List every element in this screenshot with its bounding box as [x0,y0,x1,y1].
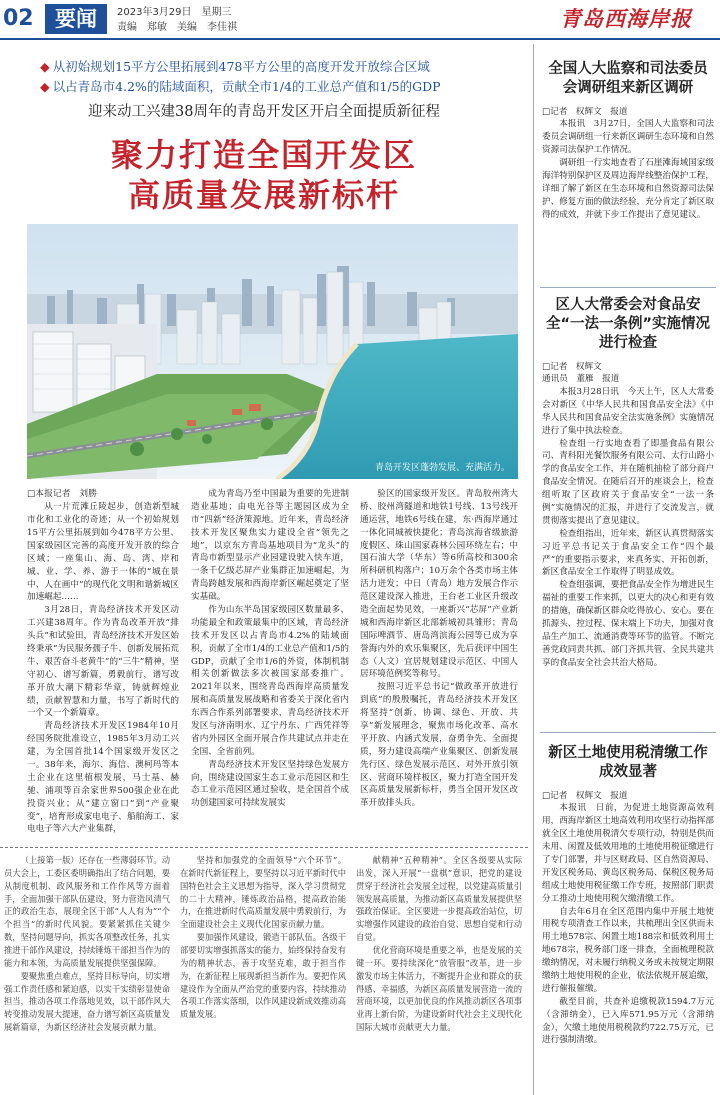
sidebar-article-2 [542,296,714,670]
paragraph: 要加强作风建设，锻造干部队伍。各级干部要切实增强抓落实的能力，始终保持奋发有为的精神状态，善于攻坚克难，敢于担当作为，在新征程上展现新担当新作为。要把作风建设作为全面从严治党的重要内容，持续推动各项工作落实落细，以作风建设新成效推动高质量发展。 [180,932,346,1020]
sidebar-news [533,44,720,1095]
subheadline: 迎来动工兴建38周年的青岛开发区开启全面提质新征程 [88,104,440,120]
newspaper-logo: 青岛西海岸报 [560,6,692,31]
paragraph: 要聚焦重点难点，坚持目标导向，切实增强工作责任感和紧迫感，以实干实绩彰显使命担当，推动各项工作落地见效，以干部作风大转变推动发展大提速，奋力谱写新区高质量发展新篇章，为新区经济社会发展贡献力量。 [4,970,170,1033]
sidebar-article-byline: □记者 权辉文 报道 [542,790,628,801]
paragraph: 作为山东半岛国家级园区数量最多、功能最全和政策最集中的区域，青岛经济技术开发区以占青岛市4.2%的陆域面积，贡献了全市1/4的工业总产值和1/5的GDP，贡献了全市1/6的外资，体制机制相关创新做法多次被国家部委推广。2021年以来，围绕青岛西海岸高质量发展和高质量发展战略和省委关于深化省内东西合作系列部署要求，青岛经济技术开发区与济南明水、辽宁丹东、广西凭祥等省内外园区全面开展合作共建试点并走在全国、全省前列。 [191,605,349,757]
paragraph: 检查组强调，要把食品安全作为增进民生福祉的重要工作来抓，以更大的决心和更有效的措施，确保新区群众吃得放心、安心。要在抓源头、控过程、保末端上下功夫，加强对食品生产加工、流通消费等环节的监管。不断完善党政同责共抓、部门齐抓共管、全民共建共享的食品安全社会共治大格局。 [542,580,714,668]
paragraph: 青岛经济技术开发区坚持绿色发展方向，围绕建设国家生态工业示范园区和生态工业示范园区通过验收，是全国首个成功创建国家可持续发展实 [191,759,349,809]
paragraph: 自去年6月在全区范围内集中开展土地使用税专项清查工作以来，共梳理出全区供而未用土地578宗、闲置土地188宗和低效利用土地678宗，税务部门逐一排查，全面梳理税款缴纳情况，对未履行纳税义务或未按规定期限缴纳土地使用税的企业，依法依规开展追缴，进行催报催缴。 [542,906,714,994]
sidebar-article-3 [542,744,714,1047]
paragraph: 成为青岛乃至中国最为重要的先进制造业基地；由电光谷等主题园区成为全市“四新”经济策源地。近年来，青岛经济技术开发区聚焦实力建设全省“领先之地”，以京东方青岛基地项目为“龙头”的青岛市新型显示产业园建设驶入快车道，一条千亿级芯屏产业集群正加速崛起，为青岛跨越发展和西海岸新区崛起奠定了坚实基础。 [191,489,349,603]
paragraph: 调研组一行实地查看了石崖滩海域国家级海洋特别保护区及周边海岸线整治保护工程，详细了解了新区在生态环境和自然资源司法保护、修复方面的做法经验，充分肯定了新区取得的成效，并就下步工作提出了意见建议。 [542,158,714,220]
lead-bullet-1: ◆ 从初始规划15平方公里拓展到478平方公里的高度开发开放综合区域 [40,59,430,74]
editors-line: 责编 郑敏 美编 李佳祺 [117,22,237,33]
article-byline: □本报记者 刘勝 [27,489,97,499]
paragraph: 从一片荒滩丘陵起步，创造新型城市化和工业化的奇迹；从一个初始规划15平方公里拓展到如今478平方公里、国家级园区完善的高度开发开放的综合区域；一座集山、海、岛、湾、岸和城、业、学、养、游于一体的“城在景中、人在画中”的现代化文明和谐新城区加速崛起…… [27,502,179,603]
paragraph: 优化营商环境是重要之举，也是发展的关键一环。要持续深化“放管服”改革，进一步激发市场主体活力，不断提升企业和群众的获得感、幸福感，为新区高质量发展营造一流的营商环境，以更加优良的作风推动新区各项事业再上新台阶，为建设新时代社会主义现代化国际大城市贡献更大力量。 [356,945,522,1033]
paragraph: （上接第一版）还存在一些薄弱环节。动员大会上，工委区委明确指出了结合问题，要从制度机制、政风服务和工作作风等方面着手，全面加强干部队伍建设，努力营造风清气正的政治生态，展现全区干部“人人有为”“个个担当”的新时代风貌。要紧紧抓住关键少数，坚持问题导向，抓实各项整改任务，扎实推进干部作风建设，持续锤炼干部担当作为的能力和本领，为高质量发展提供坚强保障。 [4,855,170,968]
city-aerial-photo [27,224,518,479]
paragraph: 献精神“五种精神”。全区各级要从实际出发，深入开展“一盘棋”意识，把党的建设贯穿于经济社会发展全过程，以党建高质量引领发展高质量，为推动新区高质量发展提供坚强政治保证。全区要进一步提高政治站位，切实增强作风建设的政治自觉、思想自觉和行动自觉。 [356,855,522,943]
paragraph: 截至目前，共查补追缴税款1594.7万元（含滞纳金），已入库571.95万元（含滞纳金），欠缴土地使用税税款约722.75万元，已进行强制清缴。 [542,996,714,1046]
sidebar-article-byline: □记者 权辉文 通讯员 董雁 报道 [542,361,620,385]
sidebar-article-title: 新区土地使用税清缴工作成效显著 [548,745,708,780]
page-number: 02 [3,6,34,31]
page-header [0,0,720,40]
continued-column-2 [180,854,346,1021]
paragraph: 按照习近平总书记“做政革开放进行到底”的殷殷嘱托，青岛经济技术开发区将坚持“创新、协调、绿色、开放、共享”新发展理念，聚焦市场化改革、高水平开放、内涵式发展，奋勇争先、全面提质，努力建设高端产业集聚区、创新发展先行区、绿色发展示范区、对外开放引领区、营商环境样板区，聚力打造全国开发区高质量发展新标杆，勇当全国开发区改革开放排头兵。 [360,682,518,809]
continued-column-1 [4,854,170,1034]
sidebar-article-byline: □记者 权辉文 报道 [542,106,628,117]
paragraph: 检查组一行实地查看了即墨食品有限公司、青科阳光餐饮服务有限公司、太行山路小学的食品安全工作，并在随机抽检了部分商户食品安全情况。在随后召开的座谈会上，检查组听取了区政府关于食品安全“一法一条例”实施情况的汇报，并进行了交流发言，就贯彻落实提出了意见建议。 [542,438,714,526]
paragraph: 本报讯 3月27日，全国人大监察和司法委员会调研组一行来新区调研生态环境和自然资源司法保护工作情况。 [542,119,714,156]
headline-line-2: 高质量发展新标杆 [127,176,400,214]
headline-line-1: 聚力打造全国开发区 [110,136,417,174]
continued-column-3 [356,854,522,1034]
paragraph: 青岛经济技术开发区1984年10月经国务院批准设立，1985年3月动工兴建，为全国首批14个国家级开发区之一。38年来，海尔、海信、澳柯玛等本土企业在这里植根发展，马士基、赫驰、浦项等百余家世界500强企业在此投资兴业；从“建立窗口”到“产业聚变”，培育形成家电电子、船舶海工、家电电子等六大产业集群， [27,721,179,835]
paragraph: 检查组指出，近年来，新区认真贯彻落实习近平总书记关于食品安全工作“四个最严”的重要指示要求，来真务实、开拓创新，新区食品安全工作取得了明显成效。 [542,528,714,578]
paragraph: 本报讯 日前，为促进土地资源高效利用，西海岸新区土地高效利用攻坚行动指挥部就全区土地使用税清欠专项行动，特别是供而未用、闲置及低效用地的土地使用税征缴进行了专门部署，并与区财政局、区自然资源局、开发区税务局、黄岛区税务局、保税区税务局组成土地使用税征缴工作专班，按照部门职责分工推动土地使用税欠缴清缴工作。 [542,803,714,904]
article-column-2 [191,488,349,810]
lead-article [0,44,528,1095]
paragraph: 坚持和加强党的全面领导“六个环节”。在新时代新征程上，要坚持以习近平新时代中国特色社会主义思想为指导，深入学习贯彻党的二十大精神，锤炼政治品格，提高政治能力，在推进新时代高质量发展中勇毅前行，为全面建设社会主义现代化国家贡献力量。 [180,855,346,930]
sidebar-article-title: 区人大常委会对食品安全“一法一条例”实施情况进行检查 [545,297,711,351]
paragraph: 本报3月28日讯 今天上午，区人大常委会对新区《中华人民共和国食品安全法》《中华人民共和国食品安全法实施条例》实施情况进行了集中执法检查。 [542,386,714,436]
article-column-1 [27,488,179,836]
paragraph: 验区的国家级开发区。青岛胶州湾大桥、胶州湾隧道和地铁1号线、13号线开通运营，地铁6号线在建，东·西海岸通过一体化同城被快捷化；青岛滨海省级旅游度假区、珠山国家森林公园环绕左右；中国石油大学（华东）等6所高校和300余所科研机构落户；10万余个各类市场主体活力迸发；中日（青岛）地方发展合作示范区建设深入推进，王台老工业区升级改造全面起势见效，一座新兴“芯屏”产业新城和西海岸新区北部新城初具雏形；青岛国际啤酒节、唐岛湾滨海公园等已成为享誉海内外的欢乐集聚区，先后获评中国生态（人文）宜居规划建设示范区、中国人居环境范例奖等称号。 [360,489,518,680]
sidebar-divider [540,287,716,288]
sidebar-article-1 [542,60,714,222]
lead-bullet-2: ◆ 以占青岛市4.2%的陆域面积，贡献全市1/4的工业总产值和1/5的GDP [40,79,441,94]
sidebar-article-title: 全国人大监察和司法委员会调研组来新区调研 [548,61,708,96]
sidebar-divider [540,732,716,733]
paragraph: 3月28日，青岛经济技术开发区动工兴建38周年。作为青岛改革开放“排头兵”和试验田，青岛经济技术开发区始终秉承“为民服务孺子牛、创新发展拓荒牛、艰苦奋斗老黄牛”的“三牛”精神，坚守初心、谱写新篇，勇毅前行，谱写改革开放大潮下精彩华章，铸就辉煌业绩，贡献智慧和力量，书写了新时代的一个又一个新篇章。 [27,605,179,719]
photo-caption: 青岛开发区蓬勃发展、充满活力。 [374,462,510,473]
diamond-bullet-icon: ◆ [40,59,50,74]
diamond-bullet-icon: ◆ [40,79,50,94]
section-divider [0,847,528,848]
issue-date: 2023年3月29日 星期三 [117,7,232,18]
section-label: 要闻 [45,4,107,34]
article-column-3 [360,488,518,810]
